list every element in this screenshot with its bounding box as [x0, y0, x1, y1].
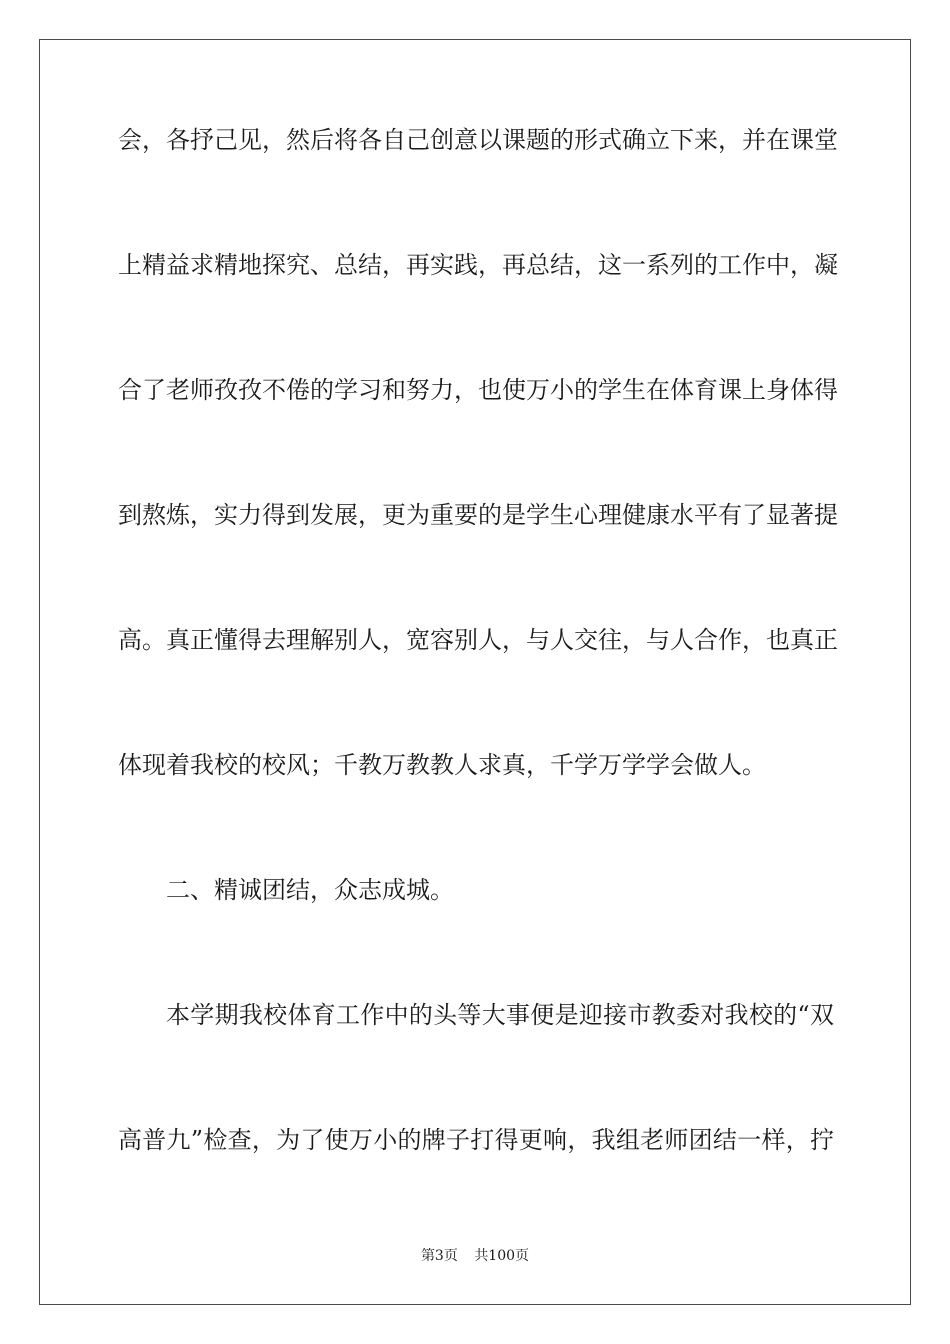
text-line: 体现着我校的校风；千教万教教人求真，千学万学学会做人。	[118, 751, 766, 779]
text-line: 合了老师孜孜不倦的学习和努力，也使万小的学生在体育课上身体得	[118, 376, 838, 404]
text-line: 本学期我校体育工作中的头等大事便是迎接市教委对我校的“双	[166, 1001, 834, 1029]
page-total: 共100页	[474, 1248, 530, 1264]
text-line: 高。真正懂得去理解别人，宽容别人，与人交往，与人合作，也真正	[118, 626, 838, 654]
text-line: 高普九”检查，为了使万小的牌子打得更响，我组老师团结一样，拧	[118, 1126, 834, 1154]
page-number: 第3页	[420, 1248, 458, 1264]
text-line: 会，各抒己见，然后将各自己创意以课题的形式确立下来，并在课堂	[118, 126, 838, 154]
page-footer	[0, 1246, 950, 1266]
text-line: 到熬炼，实力得到发展，更为重要的是学生心理健康水平有了显著提	[118, 501, 838, 529]
text-line: 上精益求精地探究、总结，再实践，再总结，这一系列的工作中，凝	[118, 251, 838, 279]
page-border	[39, 39, 911, 1305]
section-heading: 二、精诚团结，众志成城。	[166, 876, 454, 904]
